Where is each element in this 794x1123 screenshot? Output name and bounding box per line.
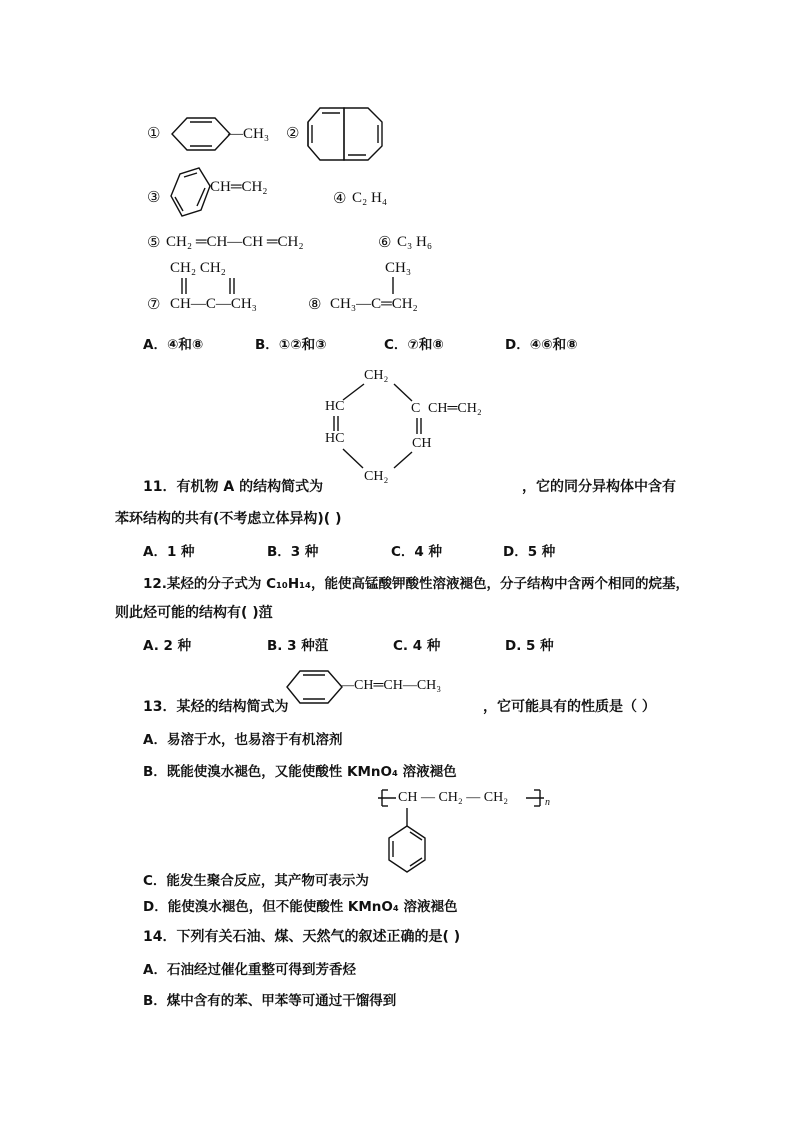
q11-hc-1: HC [325, 399, 345, 414]
q11-stem-a: 11．有机物 A 的结构简式为 [143, 479, 324, 495]
q10-option-b[interactable]: B．①②和③ [255, 337, 327, 353]
q14-option-a[interactable]: A．石油经过催化重整可得到芳香烃 [143, 962, 356, 978]
q12-option-a[interactable]: A. 2 种 [143, 638, 192, 654]
item-7-number: ⑦ [147, 297, 161, 313]
item-6-formula: C₃ H₆ [397, 234, 433, 250]
q11-stem-c: 苯环结构的共有(不考虑立体异构)( ) [115, 511, 342, 527]
q11-stem-b: ，它的同分异构体中含有 [522, 479, 676, 495]
item-6-number: ⑥ [378, 235, 392, 251]
q11-hc-2: HC [325, 431, 345, 446]
item-1-number: ① [147, 126, 161, 142]
q12-option-b[interactable]: B. 3 种菹 [267, 638, 329, 654]
q10-option-c[interactable]: C．⑦和⑧ [384, 337, 444, 353]
item-7-main: CH—C—CH₃ [170, 296, 257, 312]
q11-ch2-top: CH₂ [364, 368, 389, 383]
item-4-number: ④ [333, 191, 347, 207]
q12-option-c[interactable]: C. 4 种 [393, 638, 441, 654]
item-2-number: ② [286, 126, 300, 142]
q13-option-c[interactable]: C．能发生聚合反应，其产物可表示为 [143, 873, 369, 889]
q11-option-b[interactable]: B．3 种 [267, 544, 319, 560]
q13-option-a[interactable]: A．易溶于水，也易溶于有机溶剂 [143, 732, 343, 748]
q12-stem-a: 12.某烃的分子式为 C₁₀H₁₄，能使高锰酸钾酸性溶液褪色，分子结构中含两个相同的烷基， [143, 576, 689, 592]
item-8-top: CH₃ [385, 260, 412, 276]
q13-polymer-chain: CH — CH₂ — CH₂ [398, 790, 509, 805]
q13-polymer-n: n [545, 797, 550, 808]
item-1-substituent: —CH₃ [228, 126, 270, 142]
q14-option-b[interactable]: B．煤中含有的苯、甲苯等可通过干馏得到 [143, 993, 397, 1009]
q13-option-d[interactable]: D．能使溴水褪色，但不能使酸性 KMnO₄ 溶液褪色 [143, 899, 458, 915]
q13-stem-a: 13．某烃的结构简式为 [143, 699, 289, 715]
item-3-number: ③ [147, 190, 161, 206]
item-7-top: CH₂ CH₂ [170, 260, 226, 276]
q13-stem-b: ，它可能具有的性质是（ ） [483, 699, 656, 715]
item-4-formula: C₂ H₄ [352, 190, 388, 206]
q13-struct-chain: —CH═CH—CH₃ [340, 678, 442, 693]
q11-option-c[interactable]: C．4 种 [391, 544, 443, 560]
q14-stem: 14．下列有关石油、煤、天然气的叙述正确的是( ) [143, 929, 461, 945]
item-8-main: CH₃—C═CH₂ [330, 296, 418, 312]
q10-option-d[interactable]: D．④⑥和⑧ [505, 337, 578, 353]
q11-option-a[interactable]: A．1 种 [143, 544, 195, 560]
q12-stem-b: 则此烃可能的结构有( )菹 [115, 605, 273, 621]
q13-option-b[interactable]: B．既能使溴水褪色，又能使酸性 KMnO₄ 溶液褪色 [143, 764, 457, 780]
q11-c: C [411, 401, 421, 416]
q11-ch: CH [412, 436, 432, 451]
q10-option-a[interactable]: A．④和⑧ [143, 337, 204, 353]
item-5-formula: CH₂ ═CH—CH ═CH₂ [166, 234, 304, 250]
item-5-number: ⑤ [147, 235, 161, 251]
q11-vinyl: CH═CH₂ [428, 401, 482, 416]
q11-option-d[interactable]: D．5 种 [503, 544, 556, 560]
q11-ch2-bottom: CH₂ [364, 469, 389, 484]
q12-option-d[interactable]: D. 5 种 [505, 638, 554, 654]
item-8-number: ⑧ [308, 297, 322, 313]
item-3-substituent: CH═CH₂ [210, 179, 268, 195]
